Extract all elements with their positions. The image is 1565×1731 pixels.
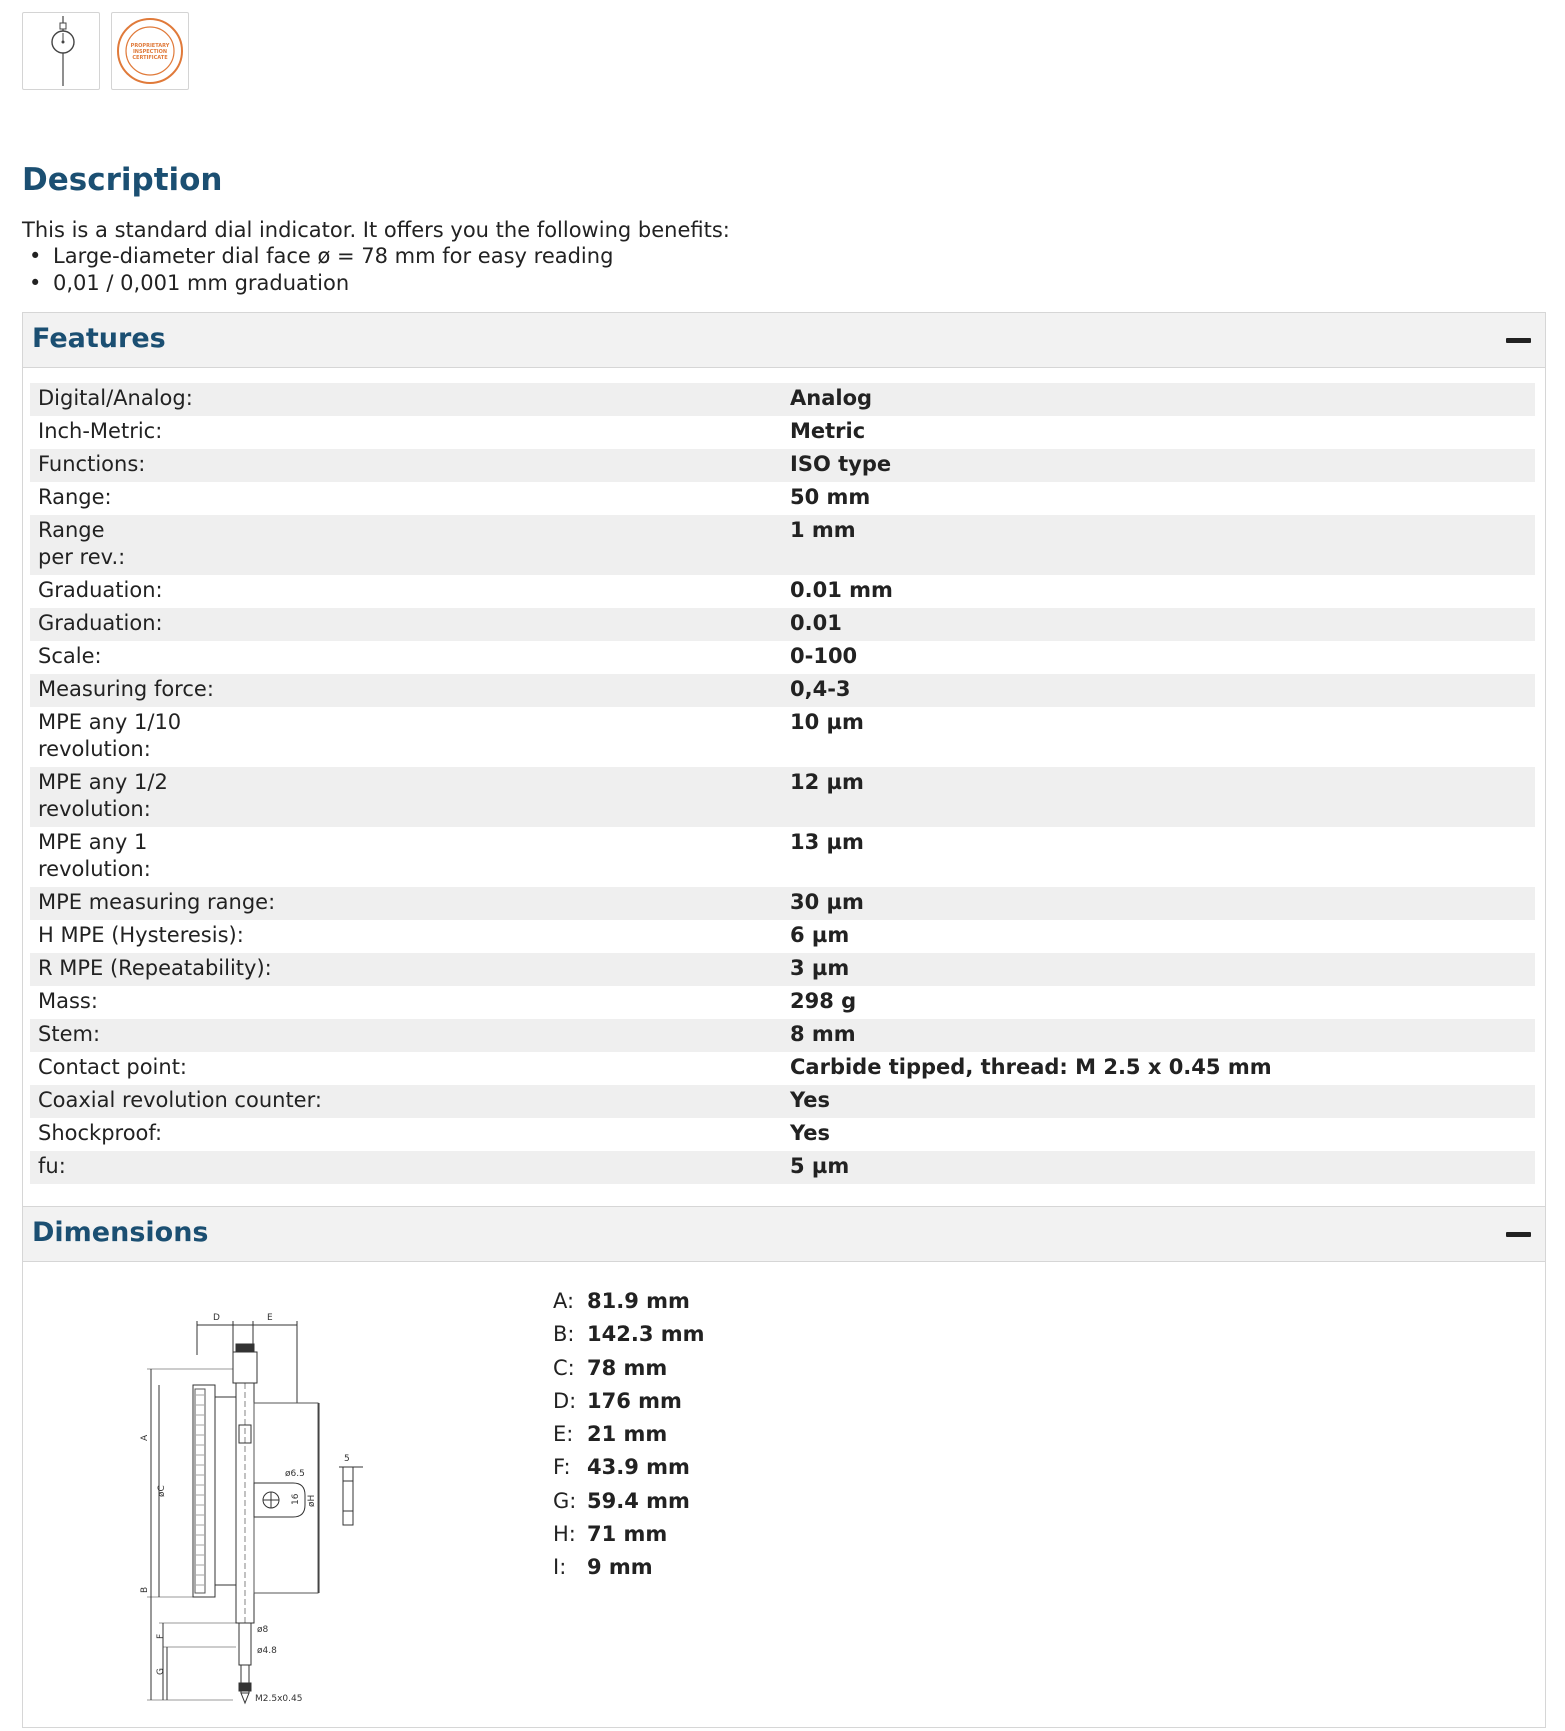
feature-value: 8 mm [782,1019,1535,1052]
dimensions-panel-header[interactable] [23,1207,1545,1262]
feature-label: MPE any 1 revolution: [38,830,151,881]
feature-label: Stem: [30,1019,782,1052]
feature-value: 6 µm [790,923,850,947]
description-intro: This is a standard dial indicator. It offers you the following benefits: [22,218,730,242]
feature-label: Coaxial revolution counter: [30,1085,782,1118]
list-item: • Large-diameter dial face ø = 78 mm for easy reading [22,243,613,270]
dim-label-five: 5 [344,1454,350,1464]
table-row [30,575,1535,608]
collapse-minus-icon[interactable] [1506,1232,1531,1237]
table-row [30,482,1535,515]
dimensions-panel [22,1206,1546,1728]
feature-label: Range per rev.: [30,515,782,575]
thumbnail-dial-indicator[interactable] [22,12,100,90]
dim-label-h: øH [307,1494,317,1507]
feature-value: Metric [790,419,866,443]
feature-value: 1 mm [782,515,1535,575]
dim-label-hole: ø6.5 [285,1469,305,1479]
dimension-key: E: [553,1422,574,1447]
dimension-key: D: [553,1388,577,1413]
table-row [30,827,1535,887]
features-panel [22,312,1546,1207]
feature-label: Functions: [30,449,782,482]
certificate-text-line-2: INSPECTION [132,49,168,55]
dimensions-list [553,1285,705,1585]
dim-label-b: B [140,1586,150,1593]
list-item [553,1318,705,1351]
feature-value: 13 µm [790,830,864,854]
list-item [553,1485,705,1518]
feature-label: MPE any 1/10 revolution: [38,710,182,761]
table-row [30,1019,1535,1052]
feature-value: 10 µm [790,710,864,734]
feature-value: 30 µm [782,887,1535,920]
thumbnail-certificate[interactable] [111,12,189,90]
table-row [30,1151,1535,1184]
table-row [30,1118,1535,1151]
table-row [30,674,1535,707]
table-row [30,887,1535,920]
features-panel-header[interactable] [23,313,1545,368]
feature-label: Inch-Metric: [38,419,163,443]
feature-label: R MPE (Repeatability): [30,953,782,986]
feature-label: H MPE (Hysteresis): [38,923,244,947]
feature-value: Analog [782,383,1535,416]
feature-value: 0.01 mm [790,578,893,602]
feature-value: 0.01 [782,608,1535,641]
certificate-text-line-3: CERTIFICATE [132,55,168,61]
dim-label-tip: ø4.8 [257,1646,277,1656]
feature-label: fu: [30,1151,782,1184]
dimension-key: I: [553,1555,567,1580]
feature-label: Graduation: [38,578,163,602]
thumbnail-strip [22,12,189,90]
dimensions-heading: Dimensions [32,1217,209,1248]
dimension-key: C: [553,1355,575,1380]
dimension-value: 59.4 mm [587,1488,690,1513]
feature-label: MPE measuring range: [30,887,782,920]
feature-value: 50 mm [790,485,871,509]
features-heading: Features [32,323,166,354]
list-item [553,1385,705,1418]
dimension-value: 142.3 mm [587,1322,705,1347]
dimension-drawing [133,1305,433,1705]
table-row [30,416,1535,449]
dimension-value: 176 mm [587,1388,682,1413]
feature-label: Scale: [38,644,102,668]
dimension-key: B: [553,1322,575,1347]
list-item [553,1551,705,1584]
table-row [30,515,1535,575]
table-row [30,1085,1535,1118]
table-row [30,707,1535,767]
feature-label: Digital/Analog: [30,383,782,416]
feature-value: 0-100 [790,644,858,668]
feature-label: Mass: [38,989,98,1013]
dim-label-g: G [156,1668,166,1675]
feature-value: 3 µm [782,953,1535,986]
feature-value: 298 g [790,989,857,1013]
dial-indicator-icon [31,14,91,88]
list-item [553,1285,705,1318]
features-table [30,383,1535,1184]
table-row [30,383,1535,416]
list-item: • 0,01 / 0,001 mm graduation [22,270,613,297]
dimension-value: 9 mm [587,1555,653,1580]
table-row [30,641,1535,674]
description-benefits-list [22,243,613,297]
feature-value: Carbide tipped, thread: M 2.5 x 0.45 mm [790,1055,1272,1079]
description-heading: Description [22,162,223,198]
dim-label-f: F [156,1633,166,1639]
feature-value: Yes [782,1085,1535,1118]
list-item [553,1451,705,1484]
feature-label: Contact point: [38,1055,188,1079]
table-row [30,986,1535,1019]
dim-label-16: 16 [291,1493,301,1505]
certificate-text-line-1: PROPRIETARY [130,43,170,49]
dimension-key: H: [553,1522,576,1547]
table-row [30,1052,1535,1085]
inspection-certificate-icon [115,16,185,86]
list-item [553,1418,705,1451]
dim-label-a: A [140,1434,150,1441]
table-row [30,920,1535,953]
feature-label: Range: [38,485,112,509]
dimension-value: 43.9 mm [587,1455,690,1480]
dim-label-e: E [267,1313,273,1323]
dimension-value: 81.9 mm [587,1289,690,1313]
feature-value: 12 µm [782,767,1535,827]
table-row [30,449,1535,482]
list-item [553,1518,705,1551]
dim-label-thread: M2.5x0.45 [255,1694,303,1704]
dimension-key: A: [553,1289,575,1313]
feature-label: Shockproof: [38,1121,163,1145]
dimension-key: G: [553,1488,577,1513]
feature-value: Yes [790,1121,831,1145]
feature-label: Graduation: [30,608,782,641]
dim-label-d: D [213,1313,220,1323]
feature-label: Measuring force: [30,674,782,707]
feature-value: 5 µm [782,1151,1535,1184]
feature-label: MPE any 1/2 revolution: [30,767,782,827]
dimension-value: 71 mm [587,1522,668,1547]
table-row [30,953,1535,986]
feature-value: ISO type [782,449,1535,482]
feature-value: 0,4-3 [782,674,1535,707]
dim-label-c: øC [157,1485,167,1497]
list-item [553,1352,705,1385]
dim-label-stem: ø8 [257,1625,269,1635]
dimension-key: F: [553,1455,571,1480]
table-row [30,608,1535,641]
table-row [30,767,1535,827]
dimension-value: 78 mm [587,1355,668,1380]
dimension-value: 21 mm [587,1422,668,1447]
collapse-minus-icon[interactable] [1506,338,1531,343]
